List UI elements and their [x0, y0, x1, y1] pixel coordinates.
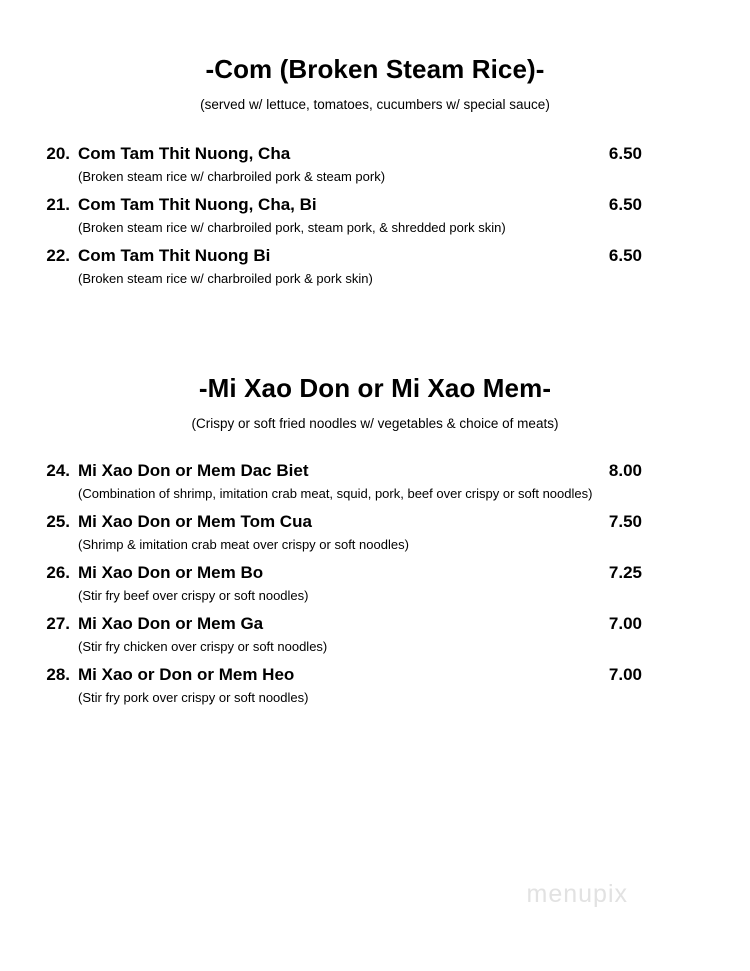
menu-item-price: 7.25 — [608, 563, 642, 582]
menu-item-number: 27. — [46, 614, 70, 633]
section-subtitle: (Crispy or soft fried noodles w/ vegetables & choice of meats) — [191, 416, 559, 431]
section-subtitle: (served w/ lettuce, tomatoes, cucumbers w/ special sauce) — [200, 97, 550, 112]
menu-item-row — [30, 614, 720, 634]
menu-item-row — [30, 246, 720, 266]
menu-item-number: 25. — [46, 512, 70, 531]
menu-item-price: 6.50 — [608, 144, 642, 163]
menu-item — [30, 614, 720, 663]
menu-item-name: Mi Xao Don or Mem Bo — [78, 563, 264, 582]
menu-item-name: Mi Xao Don or Mem Ga — [78, 614, 264, 633]
menu-item-name: Mi Xao Don or Mem Dac Biet — [78, 461, 309, 480]
menu-item-price: 7.00 — [608, 614, 642, 633]
menu-item-row — [30, 563, 720, 583]
menu-item-row — [30, 512, 720, 532]
menu-item-description: (Stir fry beef over crispy or soft noodles) — [78, 588, 309, 603]
menu-item-row — [30, 144, 720, 164]
menu-item-number: 20. — [46, 144, 70, 163]
menu-item-price: 7.00 — [608, 665, 642, 684]
menu-item-name: Com Tam Thit Nuong Bi — [78, 246, 271, 265]
menu-item-price: 6.50 — [608, 195, 642, 214]
menu-item — [30, 563, 720, 612]
menu-item — [30, 246, 720, 295]
menu-item-description: (Broken steam rice w/ charbroiled pork, steam pork, & shredded pork skin) — [78, 220, 506, 235]
menu-item-number: 26. — [46, 563, 70, 582]
menu-item — [30, 512, 720, 561]
menu-item-price: 6.50 — [608, 246, 642, 265]
menu-item-description: (Combination of shrimp, imitation crab meat, squid, pork, beef over crispy or soft noodles) — [78, 486, 593, 501]
menu-item-description: (Stir fry pork over crispy or soft noodles) — [78, 690, 309, 705]
menu-item-price: 7.50 — [608, 512, 642, 531]
menu-item-row — [30, 461, 720, 481]
menu-item-number: 21. — [46, 195, 70, 214]
menu-item-list — [30, 461, 720, 714]
menu-item-list — [30, 144, 720, 295]
menu-item-row — [30, 195, 720, 215]
menu-item-name: Mi Xao Don or Mem Tom Cua — [78, 512, 312, 531]
section-title: -Com (Broken Steam Rice)- — [205, 54, 545, 84]
menu-item-description: (Shrimp & imitation crab meat over crispy or soft noodles) — [78, 537, 409, 552]
menu-item-price: 8.00 — [608, 461, 642, 480]
section-title: -Mi Xao Don or Mi Xao Mem- — [198, 373, 552, 403]
menu-item-description: (Stir fry chicken over crispy or soft noodles) — [78, 639, 328, 654]
menu-item-name: Com Tam Thit Nuong, Cha — [78, 144, 291, 163]
menu-item — [30, 461, 720, 510]
menu-section-com — [30, 0, 720, 295]
menu-item-description: (Broken steam rice w/ charbroiled pork & pork skin) — [78, 271, 373, 286]
menu-section-mi-xao — [30, 297, 720, 714]
menu-item — [30, 665, 720, 714]
menu-item — [30, 144, 720, 193]
menu-item-number: 28. — [46, 665, 70, 684]
watermark: menupix — [526, 880, 628, 908]
menu-item-name: Com Tam Thit Nuong, Cha, Bi — [78, 195, 317, 214]
menu-item — [30, 195, 720, 244]
menu-item-number: 24. — [46, 461, 70, 480]
menu-item-row — [30, 665, 720, 685]
menu-item-name: Mi Xao or Don or Mem Heo — [78, 665, 295, 684]
menu-item-number: 22. — [46, 246, 70, 265]
menu-item-description: (Broken steam rice w/ charbroiled pork & steam pork) — [78, 169, 386, 184]
